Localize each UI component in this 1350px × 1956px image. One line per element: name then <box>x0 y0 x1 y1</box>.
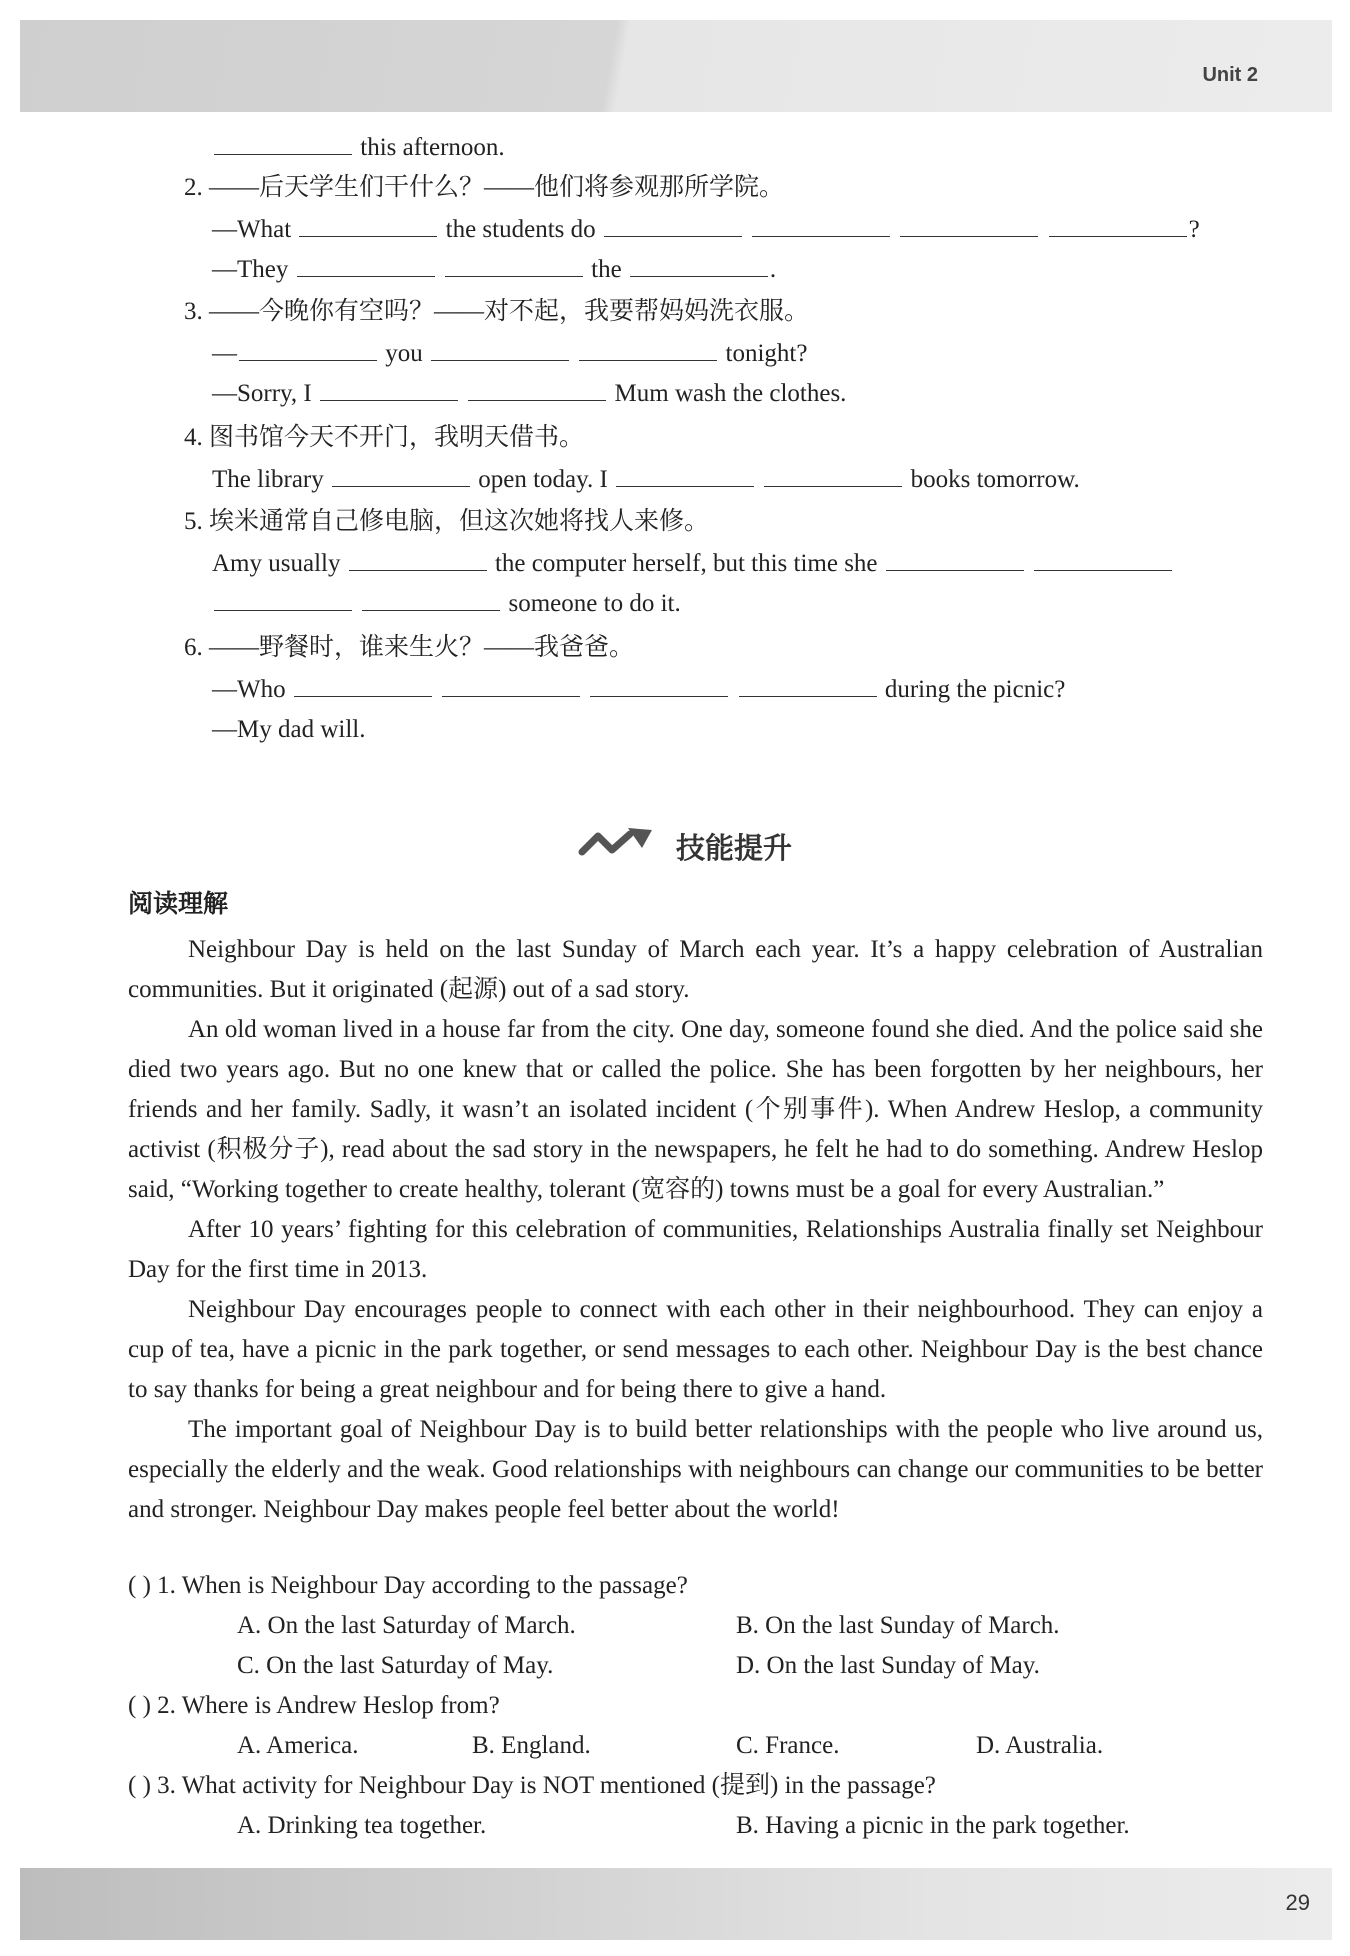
answer-blank[interactable] <box>1034 548 1172 571</box>
exercise-line: —My dad will. <box>212 716 366 743</box>
page-number: 29 <box>1285 1890 1310 1915</box>
answer-blank[interactable] <box>332 464 470 487</box>
question-6-prompt: 6. ——野餐时，谁来生火？——我爸爸。 <box>184 634 635 661</box>
exercise-line: —Who during the picnic? <box>212 676 1066 703</box>
section-subtitle: 阅读理解 <box>128 889 229 918</box>
section-title: 技能提升 <box>676 830 793 865</box>
option-c[interactable]: C. On the last Saturday of May. <box>237 1652 554 1679</box>
option-d[interactable]: D. On the last Sunday of May. <box>736 1652 1040 1679</box>
exercise-line: — you tonight? <box>212 340 808 367</box>
question-4-prompt: 4. 图书馆今天不开门，我明天借书。 <box>184 424 585 451</box>
option-b[interactable]: B. England. <box>472 1732 591 1759</box>
section-heading <box>578 818 792 874</box>
answer-blank[interactable] <box>739 674 877 697</box>
answer-blank[interactable] <box>431 338 569 361</box>
answer-blank[interactable] <box>579 338 717 361</box>
answer-parentheses[interactable]: ( ) <box>128 1772 151 1799</box>
exercise-line: this afternoon. <box>212 128 505 168</box>
exercise-line: —What the students do ? <box>212 216 1200 243</box>
footer-band <box>20 1868 1332 1940</box>
reading-passage <box>128 930 1263 1530</box>
answer-blank[interactable] <box>320 378 458 401</box>
passage-paragraph: An old woman lived in a house far from the city. One day, someone found she died. And the police said she died two years ago. But no one knew that or called the police. She has been forgotten by her neighbours, her friends and her family. Sadly, it wasn’t an isolated incident (个别事件). When Andrew Heslop, a community activist (积极分子), read about the sad story in the newspapers, he felt he had to do something. Andrew Heslop said, “Working together to create healthy, tolerant (宽容的) towns must be a goal for every Australian.” <box>128 1016 1263 1203</box>
option-b[interactable]: B. On the last Sunday of March. <box>736 1612 1060 1639</box>
unit-label: Unit 2 <box>1202 64 1258 86</box>
answer-blank[interactable] <box>468 378 606 401</box>
exercise-line: Amy usually the computer herself, but this time she <box>212 544 1174 584</box>
question-5-prompt: 5. 埃米通常自己修电脑，但这次她将找人来修。 <box>184 508 710 535</box>
answer-blank[interactable] <box>299 214 437 237</box>
answer-blank[interactable] <box>297 254 435 277</box>
answer-blank[interactable] <box>900 214 1038 237</box>
question-stem: 2. Where is Andrew Heslop from? <box>157 1692 500 1719</box>
exercise-line: The library open today. I books tomorrow. <box>212 466 1080 493</box>
passage-paragraph: Neighbour Day is held on the last Sunday of March each year. It’s a happy celebration of Australian communities. But it originated (起源) out of a sad story. <box>128 936 1263 1003</box>
option-b[interactable]: B. Having a picnic in the park together. <box>736 1812 1130 1839</box>
answer-blank[interactable] <box>349 548 487 571</box>
answer-blank[interactable] <box>442 674 580 697</box>
question-2-prompt: 2. ——后天学生们干什么？——他们将参观那所学院。 <box>184 174 785 201</box>
answer-blank[interactable] <box>1049 214 1187 237</box>
option-c[interactable]: C. France. <box>736 1732 840 1759</box>
passage-paragraph: The important goal of Neighbour Day is to build better relationships with the people who live around us, especially the elderly and the weak. Good relationships with neighbours can change our communities to be better and stronger. Neighbour Day makes people feel better about the world! <box>128 1416 1263 1523</box>
answer-blank[interactable] <box>445 254 583 277</box>
answer-blank[interactable] <box>764 464 902 487</box>
answer-blank[interactable] <box>294 674 432 697</box>
answer-blank[interactable] <box>214 132 352 155</box>
zigzag-arrow-icon <box>578 826 658 867</box>
exercise-line: someone to do it. <box>212 584 681 624</box>
option-a[interactable]: A. Drinking tea together. <box>237 1812 487 1839</box>
answer-blank[interactable] <box>616 464 754 487</box>
answer-blank[interactable] <box>362 588 500 611</box>
exercise-line: —Sorry, I Mum wash the clothes. <box>212 380 847 407</box>
option-a[interactable]: A. On the last Saturday of March. <box>237 1612 576 1639</box>
question-stem: 1. When is Neighbour Day according to the passage? <box>157 1572 688 1599</box>
answer-blank[interactable] <box>239 338 377 361</box>
passage-paragraph: After 10 years’ fighting for this celebration of communities, Relationships Australia finally set Neighbour Day for the first time in 2013. <box>128 1216 1263 1283</box>
answer-blank[interactable] <box>590 674 728 697</box>
answer-blank[interactable] <box>630 254 768 277</box>
option-d[interactable]: D. Australia. <box>976 1732 1104 1759</box>
answer-blank[interactable] <box>214 588 352 611</box>
answer-blank[interactable] <box>886 548 1024 571</box>
header-band <box>20 20 1332 112</box>
exercise-line: —They the . <box>212 256 777 283</box>
answer-parentheses[interactable]: ( ) <box>128 1572 151 1599</box>
question-stem: 3. What activity for Neighbour Day is NOT mentioned (提到) in the passage? <box>157 1772 936 1799</box>
answer-parentheses[interactable]: ( ) <box>128 1692 151 1719</box>
answer-blank[interactable] <box>752 214 890 237</box>
option-a[interactable]: A. America. <box>237 1732 359 1759</box>
answer-blank[interactable] <box>604 214 742 237</box>
question-3-prompt: 3. ——今晚你有空吗？——对不起，我要帮妈妈洗衣服。 <box>184 298 810 325</box>
passage-paragraph: Neighbour Day encourages people to connect with each other in their neighbourhood. They can enjoy a cup of tea, have a picnic in the park together, or send messages to each other. Neighbour Day is the best chance to say thanks for being a great neighbour and for being there to give a hand. <box>128 1296 1263 1403</box>
